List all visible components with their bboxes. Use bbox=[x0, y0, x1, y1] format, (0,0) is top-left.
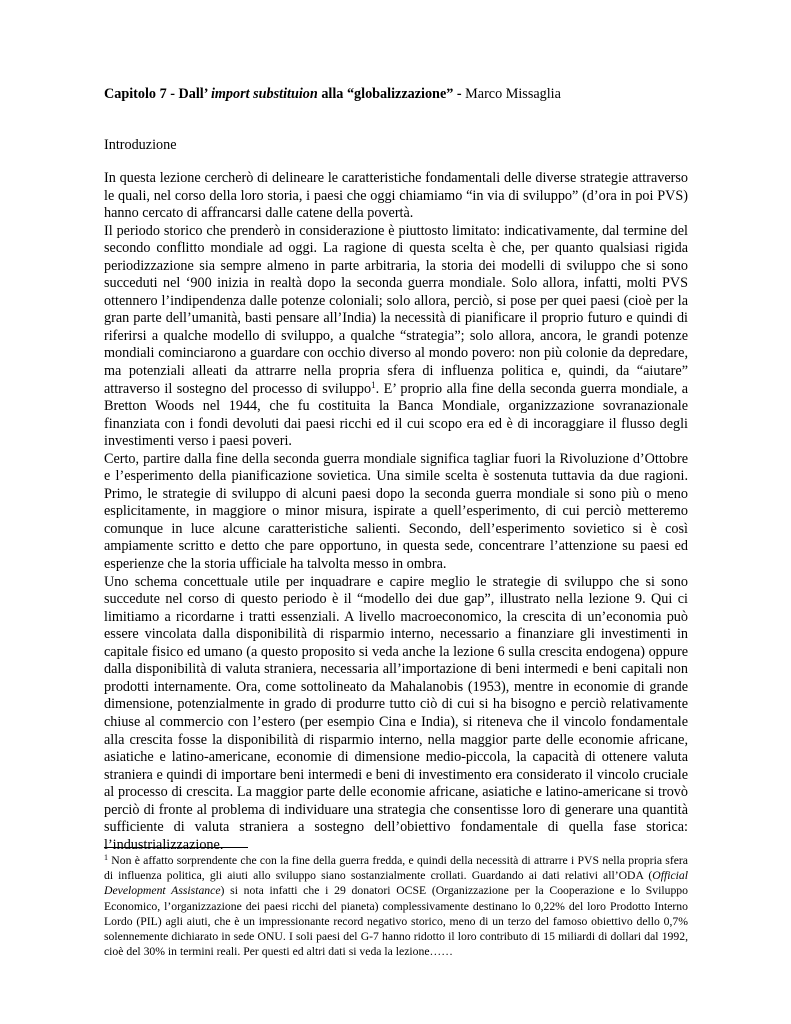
footnote-text-b: ) si nota infatti che i 29 donatori OCSE (Organizzazione per la Cooperazione e lo Sviluppo Economico, l’organizzazione dei paesi ricchi del pianeta) complessivamente destinano lo 0,22% del loro Prodotto Interno Lordo (PIL) agli aiuti, che è un impressionante record negativo storico, meno di un terzo del famoso obiettivo dello 0,7% solennemente dichiarato in sede ONU. I soli paesi del G-7 hanno ridotto il loro contributo di 15 miliardi di dollari dal 1992, cioè del 30% in termini reali. Per questi ed altri dati si veda la lezione…… bbox=[104, 884, 688, 959]
paragraph-2-text-b: . E’ proprio alla fine della seconda guerra mondiale, a Bretton Woods nel 1944, che fu costituita la Banca Mondiale, organizzazione sovranazionale finanziata con i fondi devoluti dai paesi ricchi ed il cui scopo era ed è di incoraggiare il flusso degli investimenti verso i paesi poveri. bbox=[104, 380, 688, 450]
paragraph-2-text-a: Il periodo storico che prenderò in considerazione è piuttosto limitato: indicativamente, dal termine del secondo conflitto mondiale ad oggi. La ragione di questa scelta è che, per quanto qualsiasi rigida periodizzazione sia sempre almeno in parte arbitraria, la storia dei modelli di sviluppo che si sono succeduti nel ‘900 inizia in realtà dopo la seconda guerra mondiale. Solo allora, infatti, molti PVS ottennero l’indipendenza dalle potenze coloniali; solo allora, perciò, si pose per quei paesi (cioè per la gran parte dell’umanità, basti pensare all’India) la necessità di pianificare il proprio futuro e quindi di riferirsi a qualche modello di sviluppo, a qualche “strategia”; solo allora, ancora, le grandi potenze mondiali cominciarono a guardare con occhio diverso al mondo povero: non più colonie da depredare, ma potenziali alleati da attrarre nella propria sfera di influenza politica e, quindi, da “aiutare” attraverso il sostegno del processo di sviluppo bbox=[104, 222, 688, 397]
footnote bbox=[104, 853, 688, 959]
section-heading: Introduzione bbox=[104, 137, 177, 153]
footnote-italic-term: Official Development Assistance bbox=[104, 869, 688, 898]
paragraph-2 bbox=[104, 223, 688, 451]
paragraph-3: Certo, partire dalla fine della seconda guerra mondiale significa tagliar fuori la Rivoluzione d’Ottobre e l’esperimento della pianificazione sovietica. Una simile scelta è sostenuta tuttavia da due ragioni. Primo, le strategie di sviluppo di alcuni paesi dopo la seconda guerra mondiale si sono più o meno esplicitamente, in maggiore o minor misura, ispirate a quell’esperimento, di cui perciò metteremo comunque in luce alcune caratteristiche salienti. Secondo, dell’esperimento sovietico si è così ampiamente scritto e detto che pare opportuno, in questa sede, concentrare l’attenzione su paesi ed esperienze che la storia ufficiale ha talvolta messo in ombra. bbox=[104, 450, 688, 573]
paragraph-1: In questa lezione cercherò di delineare le caratteristiche fondamentali delle diverse strategie attraverso le quali, nel corso della loro storia, i paesi che oggi chiamiamo “in via di sviluppo” (d’ora in poi PVS) hanno cercato di affrancarsi dalle catene della povertà. bbox=[104, 170, 688, 222]
title-author: Marco Missaglia bbox=[465, 86, 561, 102]
footnote-separator bbox=[104, 847, 248, 848]
body-text bbox=[104, 170, 688, 854]
title-prefix: Capitolo 7 - Dall’ bbox=[104, 86, 211, 102]
footnote-text-a: Non è affatto sorprendente che con la fine della guerra fredda, e quindi della necessità di attrarre i PVS nella propria sfera di influenza politica, gli aiuti allo sviluppo siano sostanzialmente crollati. Guardando ai dati relativi all’ODA ( bbox=[104, 854, 688, 883]
title-suffix: alla “globalizzazione” - bbox=[317, 86, 466, 102]
chapter-title bbox=[104, 85, 561, 103]
footnote-reference[interactable]: 1 bbox=[371, 379, 376, 390]
footnote-number: 1 bbox=[104, 853, 108, 862]
paragraph-4: Uno schema concettuale utile per inquadrare e capire meglio le strategie di sviluppo che si sono succedute nel corso di questo periodo è il “modello dei due gap”, illustrato nella lezione 9. Qui ci limitiamo a ricordarne i tratti essenziali. A livello macroeconomico, la crescita di un’economia può essere vincolata dalla disponibilità di risparmio interno, necessario a finanziare gli investimenti in capitale fisico ed umano (a questo proposito si veda anche la lezione 6 sulla crescita endogena) oppure dalla disponibilità di valuta straniera, necessaria all’importazione di beni intermedi e beni capitali non prodotti internamente. Ora, come sottolineato da Mahalanobis (1953), mentre in economie di grande dimensione, potenzialmente in grado di produrre tutto ciò di cui si ha bisogno e perciò relativamente chiuse al commercio con l’estero (per esempio Cina e India), si riteneva che il vincolo fondamentale alla crescita fosse la disponibilità di risparmio interno, nella maggior parte delle economie africane, asiatiche e latino-americane, economie di dimensione medio-piccola, la capacità di ottenere valuta straniera e quindi di importare beni intermedi e beni di investimento era considerato il vincolo cruciale al processo di crescita. La maggior parte delle economie africane, asiatiche e latino-americane si trovò perciò di fronte al problema di individuare una strategia che consentisse loro di generare una quantità sufficiente di valuta straniera a sostegno dell’obiettivo fondamentale di quella fase storica: l’industrializzazione. bbox=[104, 573, 688, 853]
title-italic-term: import substituion bbox=[210, 86, 318, 102]
